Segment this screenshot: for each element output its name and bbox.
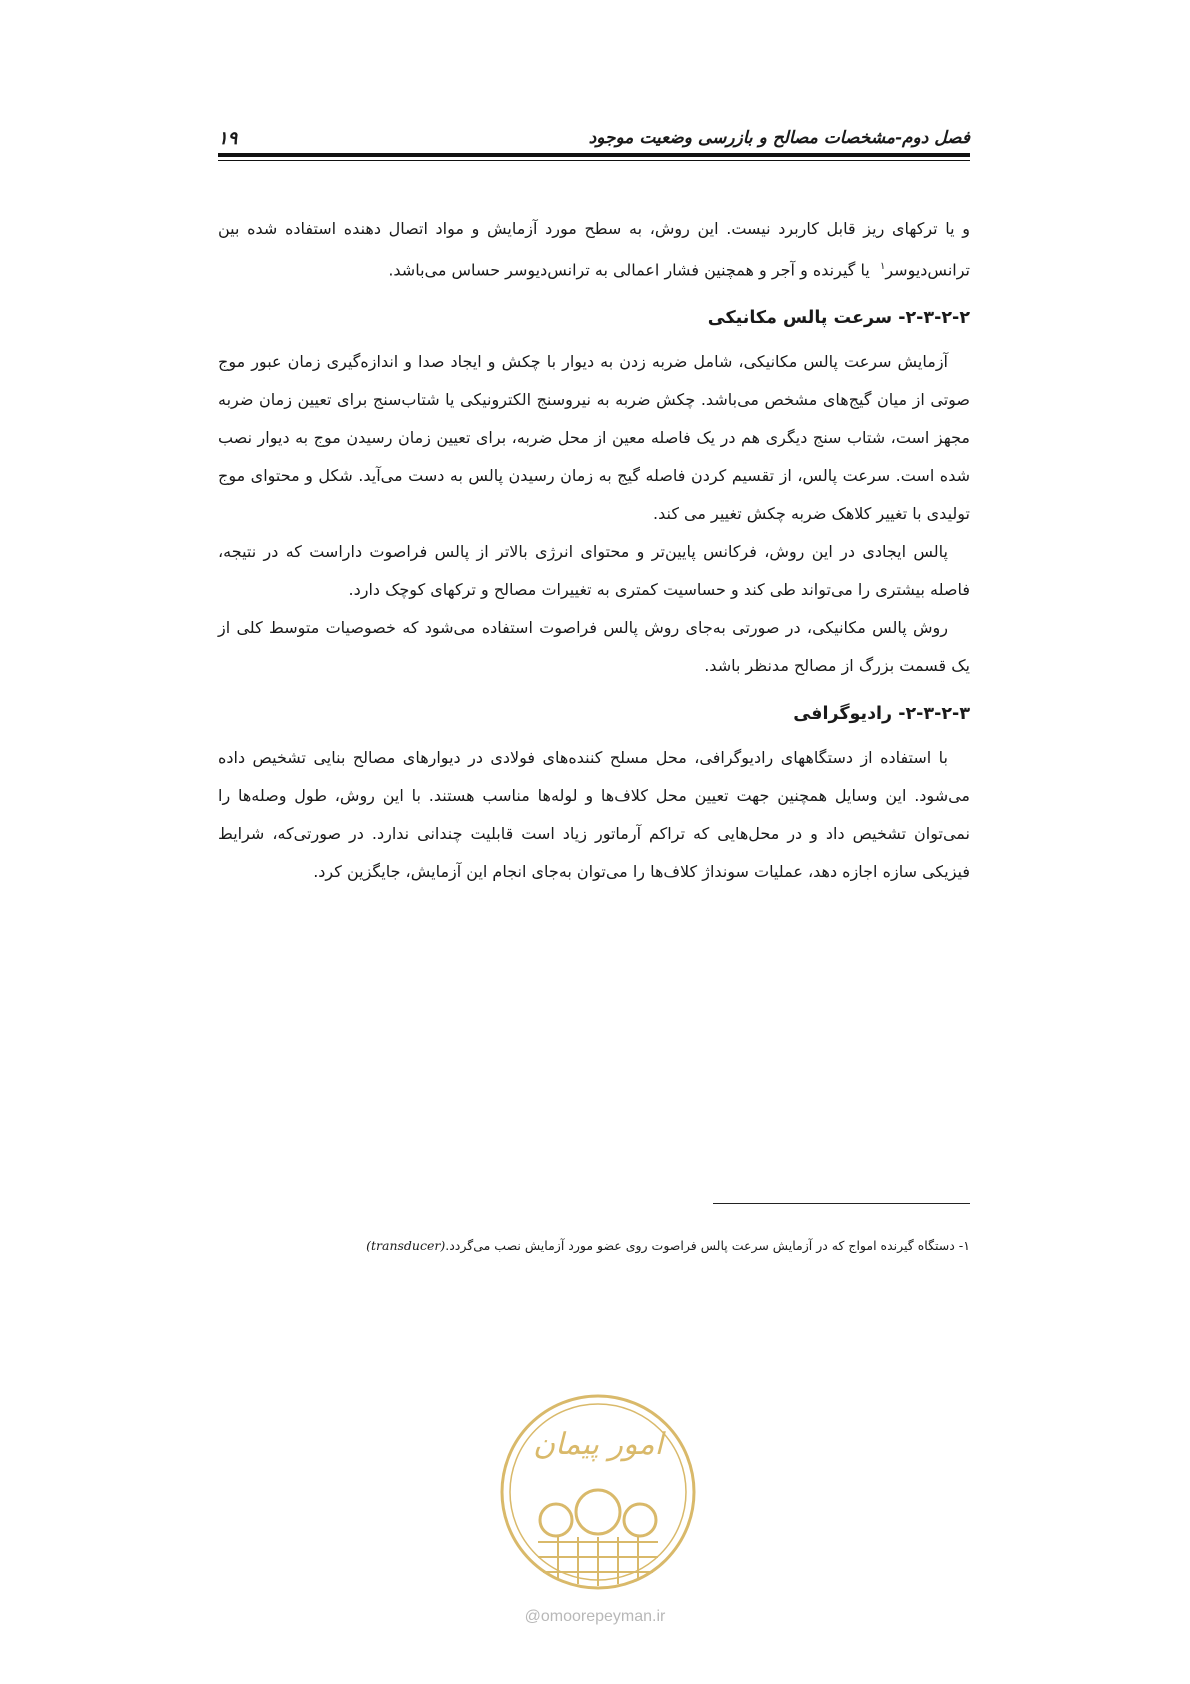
page-number: ۱۹	[218, 128, 238, 149]
watermark-url: omoorepeyman.ir	[540, 1608, 666, 1625]
paragraph-5: با استفاده از دستگاههای رادیوگرافی، محل مسلح کننده‌های فولادی در دیوارهای مصالح بنایی تشخیص داده می‌شود. این وسایل همچنین جهت تعیین محل کلاف‌ها و لوله‌ها مناسب هستند. با این روش، طول وصله‌ها را نمی‌توان تشخیص داد و در محل‌هایی که تراکم آرماتور زیاد است قابلیت چندانی ندارد. در صورتی‌که، شرایط فیزیکی سازه اجازه دهد، عملیات سونداژ کلاف‌ها را می‌توان به‌جای انجام این آزمایش، جایگزین کرد.	[218, 748, 970, 882]
logo-lettering: امور پیمان	[533, 1427, 663, 1462]
header-rule-thin	[218, 160, 970, 161]
body-text	[218, 210, 970, 891]
footnote-ref: ۱	[879, 261, 886, 272]
watermark-logo-icon	[498, 1392, 698, 1592]
paragraph-4: روش پالس مکانیکی، در صورتی به‌جای روش پالس فراصوت استفاده می‌شود که خصوصیات متوسط کلی از یک قسمت بزرگ از مصالح مدنظر باشد.	[218, 618, 970, 676]
paragraph-2: آزمایش سرعت پالس مکانیکی، شامل ضربه زدن به دیوار با چکش و ایجاد صدا و اندازه‌گیری زمان عبور موج صوتی از میان گیج‌های مشخص می‌باشد. چکش ضربه به نیروسنج الکترونیکی یا شتاب‌سنج برای تعیین زمان ضربه مجهز است، شتاب سنج دیگری هم در یک فاصله معین از محل ضربه، برای تعیین زمان رسیدن موج به دیوار نصب شده است. سرعت پالس، از تقسیم کردن فاصله گیج به زمان رسیدن پالس به دست می‌آید. شکل و محتوای موج تولیدی با تغییر کلاهک ضربه چکش تغییر می کند.	[218, 352, 970, 524]
section-heading-pulse: ۲-۳-۲-۲- سرعت پالس مکانیکی	[707, 308, 970, 329]
footnote	[218, 1236, 970, 1256]
footnote-text: ۱- دستگاه گیرنده امواج که در آزمایش سرعت پالس فراصوت روی عضو مورد آزمایش نصب می‌گردد.	[445, 1238, 970, 1253]
watermark-site	[0, 1608, 1190, 1626]
paragraph-1-tail: یا گیرنده و آجر و همچنین فشار اعمالی به ترانس‌دیوسر حساس می‌باشد.	[388, 260, 870, 280]
paragraph-3: پالس ایجادی در این روش، فرکانس پایین‌تر و محتوای انرژی بالاتر از پالس فراصوت داراست که در نتیجه، فاصله بیشتری را می‌تواند طی کند و حساسیت کمتری به تغییرات مصالح و ترکهای کوچک دارد.	[218, 542, 970, 600]
section-heading-radiography: ۲-۳-۲-۳- رادیوگرافی	[793, 704, 970, 725]
paragraph-1-text: و یا ترکهای ریز قابل کاربرد نیست. این روش، به سطح مورد آزمایش و مواد اتصال دهنده استفاده شده بین ترانس‌دیوسر	[218, 219, 970, 280]
chapter-title: فصل دوم-مشخصات مصالح و بازرسی وضعیت موجود	[588, 128, 970, 148]
paragraph-1	[218, 210, 970, 289]
at-icon: @	[524, 1608, 541, 1625]
header-rule-thick	[218, 153, 970, 157]
running-header	[218, 128, 970, 164]
footnote-term: (transducer)	[366, 1238, 446, 1253]
footnote-separator	[713, 1203, 970, 1204]
